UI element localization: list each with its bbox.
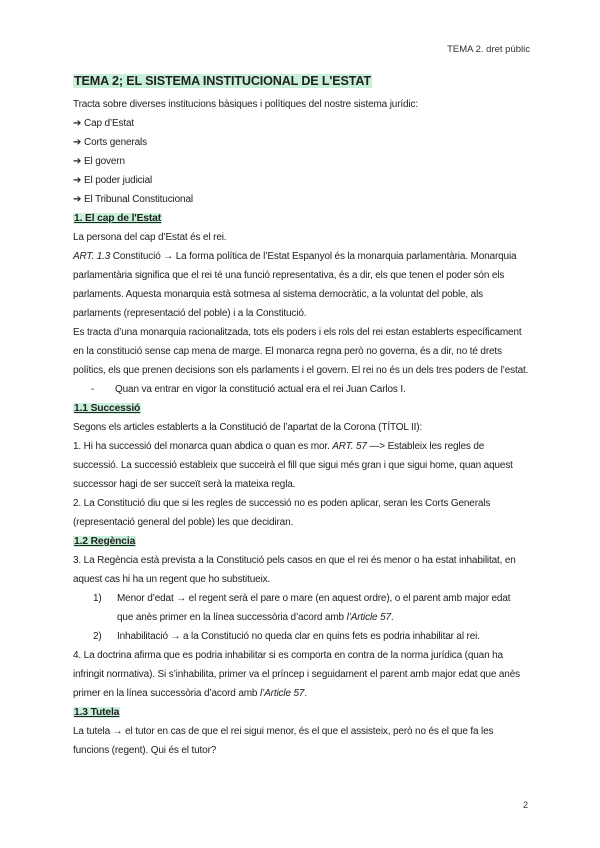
list-item-text: . <box>390 612 394 623</box>
paragraph: La tutela → el tutor en cas de que el rei sigui menor, és el que el assisteix, però no és el que fa les funcions (regent). Qui és el tutor? <box>73 726 494 756</box>
list-item-label <box>117 589 529 627</box>
list-item-label: Quan va entrar en vigor la constitució actual era el rei Juan Carlos I. <box>115 384 406 395</box>
list-item <box>93 627 529 646</box>
arrow-icon: ➔ <box>73 175 82 186</box>
list-item-label: Cap d’Estat <box>84 118 135 129</box>
article-ref: ART. 57 <box>332 441 367 452</box>
dash-bullet: - <box>91 384 95 395</box>
list-item-text: Inhabilitació → a la Constitució no queda clar en quins fets es podria inhabilitar al rei. <box>117 631 480 642</box>
arrow-icon: ➔ <box>73 118 82 129</box>
list-item <box>93 589 529 627</box>
arrow-icon: ➔ <box>73 156 82 167</box>
intro-paragraph: Tracta sobre diverses institucions bàsiques i polítiques del nostre sistema jurídic: <box>73 99 418 110</box>
paragraph-text: . <box>304 688 307 699</box>
paragraph: 3. La Regència està prevista a la Constitució pels casos en que el rei és menor o ha estat inhabilitat, en aquest cas hi ha un regent que ho substitueix. <box>73 555 516 585</box>
paragraph: 2. La Constitució diu que si les regles de successió no es poden aplicar, seran les Corts Generals (representació general del poble) les que decidiran. <box>73 498 491 528</box>
list-item <box>73 152 529 171</box>
list-item-label: Corts generals <box>84 137 147 148</box>
section-heading-cap-estat <box>73 209 529 228</box>
list-item-label: El poder judicial <box>84 175 153 186</box>
paragraph-text: 1. Hi ha successió del monarca quan abdica o quan es mor. <box>73 441 333 452</box>
running-header: TEMA 2. dret públic <box>447 44 530 55</box>
section-heading-text: 1.1 Successió <box>74 403 141 414</box>
list-number: 2) <box>93 631 102 642</box>
paragraph <box>73 437 529 494</box>
section-heading-successio <box>73 399 529 418</box>
title-text: TEMA 2; EL SISTEMA INSTITUCIONAL DE L'ESTAT <box>74 74 371 88</box>
section-heading-text: 1.2 Regència <box>74 536 136 547</box>
arrow-icon: ➔ <box>73 137 82 148</box>
section-heading-regencia <box>73 532 529 551</box>
paragraph: Segons els articles establerts a la Constitució de l’apartat de la Corona (TÍTOL II): <box>73 422 423 433</box>
arrow-icon: ➔ <box>73 194 82 205</box>
article-ref: ART. 1.3 <box>73 251 111 262</box>
list-item <box>73 190 529 209</box>
paragraph-text: —> Estableix les regles de successió. La successió estableix que succeirà el fill que sigui més gran i que sigui home, quan aquest successor hagi de ser succeït serà la mateixa regla. <box>73 441 513 490</box>
list-item <box>73 133 529 152</box>
article-ref: l’Article 57 <box>346 612 391 623</box>
list-number: 1) <box>93 593 102 604</box>
page-number: 2 <box>522 800 528 810</box>
list-item-text: Menor d’edat → el regent serà el pare o mare (en aquest ordre), o el parent amb major edat que anès primer en la línea successòria d’acord amb <box>117 593 511 623</box>
list-item-label: El Tribunal Constitucional <box>84 194 193 205</box>
paragraph <box>73 247 529 323</box>
paragraph <box>73 646 529 703</box>
paragraph: La persona del cap d’Estat és el rei. <box>73 232 227 243</box>
section-heading-tutela <box>73 703 529 722</box>
section-heading-text: 1. El cap de l'Estat <box>74 213 162 224</box>
document-body <box>73 68 529 760</box>
list-item-label <box>117 627 529 646</box>
paragraph-text: 4. La doctrina afirma que es podria inhabilitar si es comporta en contra de la norma jurídica (quan ha infringit normativa). Si s’inhabilita, primer va el príncep i seguidament el parent amb major edat que anès primer en la línea successòria d’acord amb <box>73 650 520 699</box>
paragraph-text: Constitució → La forma política de l’Estat Espanyol és la monarquia parlamentària. Monarquia parlamentària significa que el rei té una funció representativa, és a dir, els que tenen el poder són els parlaments. Aquesta monarquia està sotmesa al sistema democràtic, a la voluntat del poble, als parlaments (representació del poble) i a la Constitució. <box>73 251 517 319</box>
document-title <box>73 72 529 90</box>
paragraph: Es tracta d’una monarquia racionalitzada, tots els poders i els rols del rei estan establerts específicament en la constitució sense cap mena de marge. El monarca regna però no governa, és a dir, no té drets polítics, els que prenen decisions son els parlaments i el govern. El rei no és un dels tres poders de l’estat. <box>73 327 529 376</box>
list-item-label: El govern <box>84 156 125 167</box>
section-heading-text: 1.3 Tutela <box>74 707 120 718</box>
topic-list <box>73 114 529 209</box>
list-item <box>91 380 529 399</box>
list-item <box>73 171 529 190</box>
list-item <box>73 114 529 133</box>
article-ref: l’Article 57 <box>259 688 305 699</box>
